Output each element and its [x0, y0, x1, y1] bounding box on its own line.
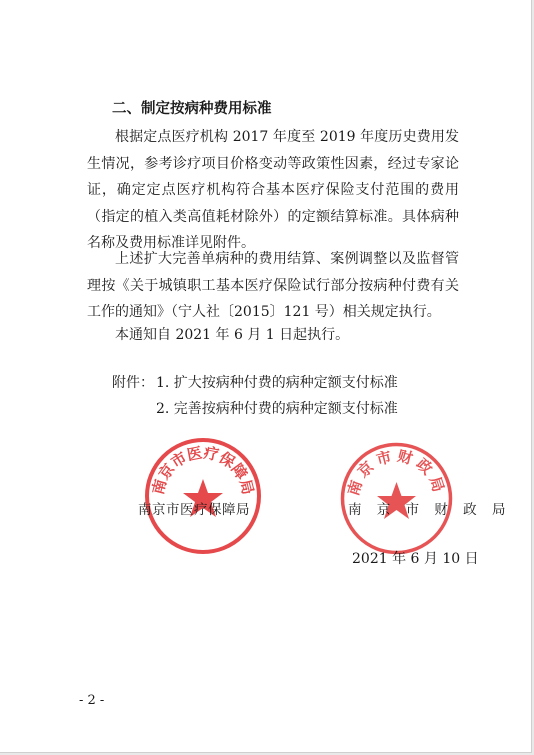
page-number: - 2 - [79, 693, 105, 708]
medical-security-bureau-seal [142, 435, 264, 557]
seal-left-text: 南京市医疗保障局 [148, 443, 258, 497]
issue-date: 2021 年 6 月 10 日 [352, 551, 479, 567]
signer-finance-bureau: 南 京 市 财 政 局 [348, 502, 511, 518]
section-heading: 二、制定按病种费用标准 [112, 100, 272, 117]
attachment-item-2: 2. 完善按病种付费的病种定额支付标准 [156, 401, 398, 417]
seal-right-text: 南京市财政局 [344, 446, 449, 498]
attachment-item-1: 1. 扩大按病种付费的病种定额支付标准 [156, 375, 398, 391]
paragraph-basis: 根据定点医疗机构 2017 年度至 2019 年度历史费用发生情况，参考诊疗项目价格变动等政策性因素，经过专家论证，确定定点医疗机构符合基本医疗保险支付范围的费用（指定的植入类高值耗材除外）的定额结算标准。具体病种名称及费用标准详见附件。 [87, 129, 459, 251]
paragraph-effective-date: 本通知自 2021 年 6 月 1 日起执行。 [115, 327, 350, 343]
signer-medical-security-bureau: 南京市医疗保障局 [138, 502, 250, 518]
paragraph-management: 上述扩大完善单病种的费用结算、案例调整以及监督管理按《关于城镇职工基本医疗保险试行部分按病种付费有关工作的通知》（宁人社〔2015〕121 号）相关规定执行。 [87, 251, 459, 320]
attachment-label: 附件： [112, 375, 154, 391]
